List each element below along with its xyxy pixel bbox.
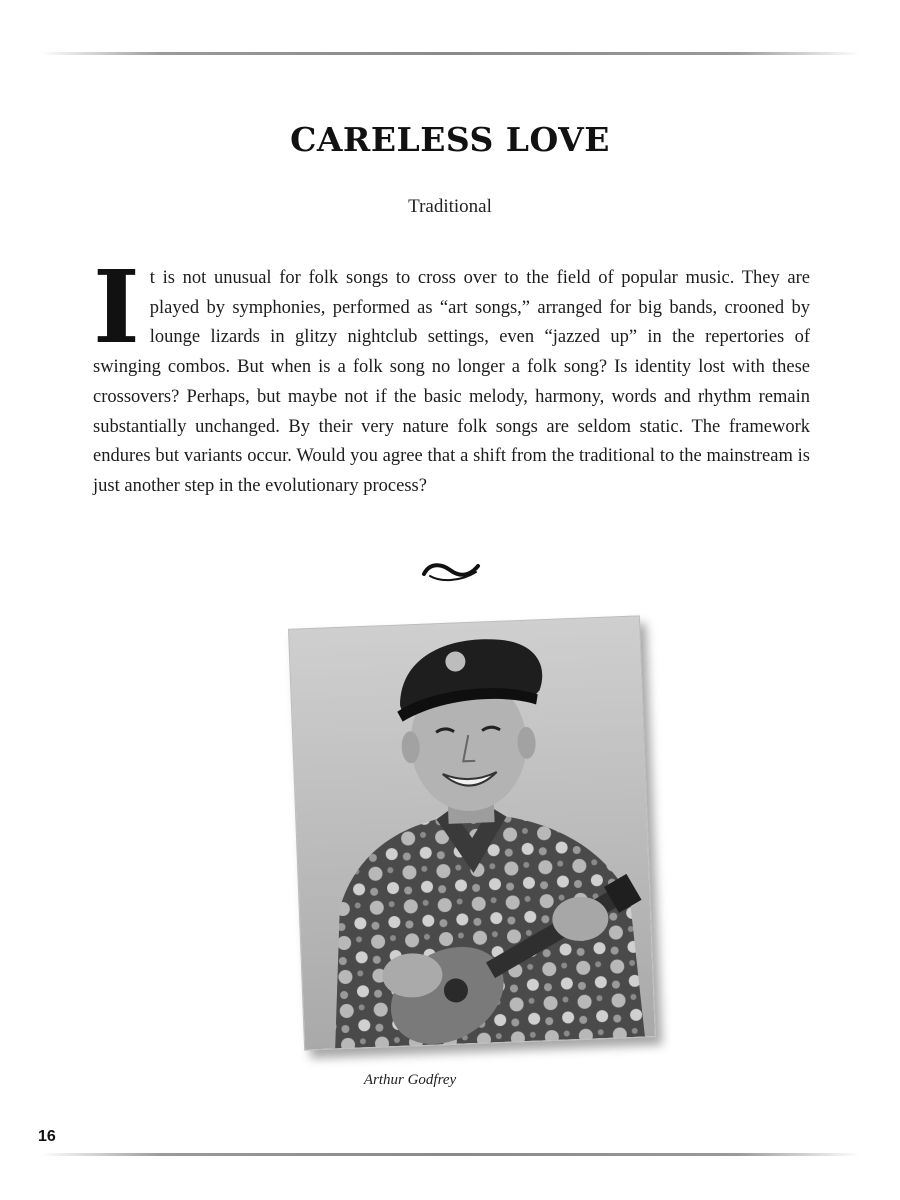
photo-caption: Arthur Godfrey (363, 1072, 457, 1088)
drop-cap: I (93, 248, 140, 366)
song-title: CARELESS LOVE (290, 120, 610, 159)
intro-paragraph-text: t is not unusual for folk songs to cross over to the field of popular music. They are played by symphonies, performed as “art songs,” arranged for big bands, crooned by lounge lizards in glitzy nightclub settings, even “jazzed up” in the repertories of swinging combos. But when is a folk song no longer a folk song? Is identity lost with these crossovers? Perhaps, but maybe not if the basic melody, harmony, words and rhythm remain substantially unchanged. By their very nature folk songs are seldom static. The framework endures but variants occur. Would you agree that a shift from the traditional to the mainstream is just another step in the evolutionary process? (93, 268, 810, 496)
ornament-swash-icon (420, 556, 484, 584)
top-divider-rule (40, 52, 860, 55)
page-number: 16 (38, 1128, 56, 1145)
portrait-photo (288, 615, 656, 1050)
portrait-illustration (289, 616, 655, 1049)
bottom-divider-rule (40, 1153, 860, 1156)
intro-paragraph (93, 248, 810, 502)
song-credit: Traditional (408, 196, 492, 217)
